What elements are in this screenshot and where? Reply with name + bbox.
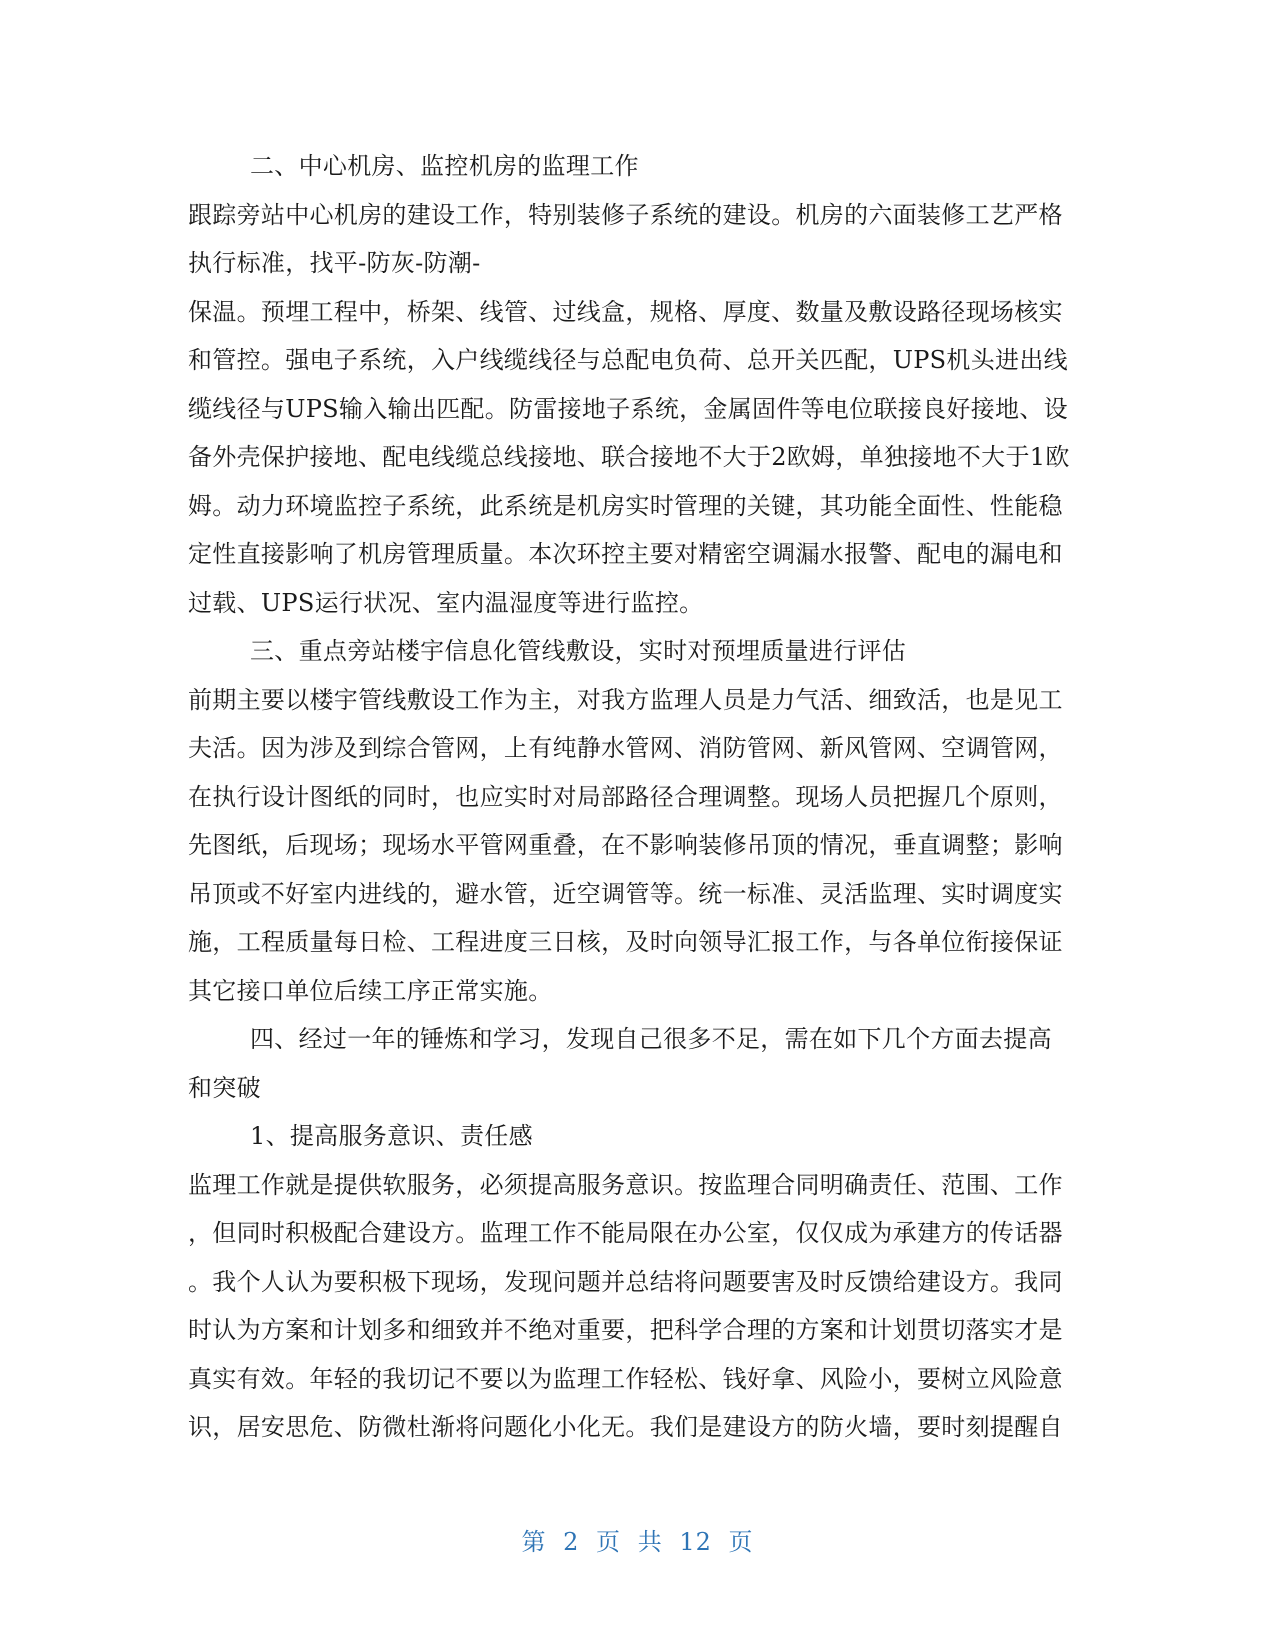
text-line: 二、中心机房、监控机房的监理工作 [250, 152, 639, 180]
text-line: 跟踪旁站中心机房的建设工作，特别装修子系统的建设。机房的六面装修工艺严格 [188, 200, 1063, 229]
text-line: 缆线径与UPS输入输出匹配。防雷接地子系统，金属固件等电位联接良好接地、设 [188, 394, 1068, 423]
text-line: 姆。动力环境监控子系统，此系统是机房实时管理的关键，其功能全面性、性能稳 [188, 491, 1063, 520]
text-line: 和突破 [188, 1073, 261, 1102]
text-line: 三、重点旁站楼宇信息化管线敷设，实时对预埋质量进行评估 [250, 637, 907, 665]
text-line: 先图纸，后现场；现场水平管网重叠，在不影响装修吊顶的情况，垂直调整；影响 [188, 831, 1063, 859]
footer-page-number: 2 [563, 1528, 580, 1556]
text-line: 施，工程质量每日检、工程进度三日核，及时向领导汇报工作，与各单位衔接保证 [188, 928, 1063, 956]
text-line: 执行标准，找平-防灰-防潮- [188, 249, 481, 277]
text-line: 监理工作就是提供软服务，必须提高服务意识。按监理合同明确责任、范围、工作 [188, 1170, 1063, 1199]
text-line: 时认为方案和计划多和细致并不绝对重要，把科学合理的方案和计划贯切落实才是 [188, 1316, 1063, 1344]
text-line: 四、经过一年的锤炼和学习，发现自己很多不足，需在如下几个方面去提高 [250, 1025, 1052, 1053]
text-line: 前期主要以楼宇管线敷设工作为主，对我方监理人员是力气活、细致活，也是见工 [188, 685, 1063, 714]
text-line: 过载、UPS运行状况、室内温湿度等进行监控。 [188, 588, 704, 617]
text-line: 定性直接影响了机房管理质量。本次环控主要对精密空调漏水报警、配电的漏电和 [188, 540, 1063, 568]
footer-suffix: 页 [728, 1528, 754, 1556]
text-line: 吊顶或不好室内进线的，避水管，近空调管等。统一标准、灵活监理、实时调度实 [188, 879, 1063, 908]
text-line: 保温。预埋工程中，桥架、线管、过线盒，规格、厚度、数量及敷设路径现场核实 [188, 297, 1063, 326]
text-line: ，但同时积极配合建设方。监理工作不能局限在办公室，仅仅成为承建方的传话器 [188, 1219, 1063, 1247]
text-line: 。我个人认为要积极下现场，发现问题并总结将问题要害及时反馈给建设方。我同 [188, 1267, 1063, 1296]
footer-total-pages: 12 [679, 1528, 712, 1556]
footer-prefix: 第 [521, 1528, 547, 1556]
text-line: 备外壳保护接地、配电线缆总线接地、联合接地不大于2欧姆，单独接地不大于1欧 [188, 443, 1070, 471]
text-line: 其它接口单位后续工序正常实施。 [188, 976, 553, 1005]
page-footer [0, 1522, 1275, 1557]
text-line: 和管控。强电子系统，入户线缆线径与总配电负荷、总开关匹配，UPS机头进出线 [188, 346, 1068, 374]
text-line: 在执行设计图纸的同时，也应实时对局部路径合理调整。现场人员把握几个原则， [188, 782, 1063, 811]
text-line: 真实有效。年轻的我切记不要以为监理工作轻松、钱好拿、风险小，要树立风险意 [188, 1364, 1063, 1393]
footer-total-prefix: 共 [637, 1528, 663, 1556]
text-line: 1、提高服务意识、责任感 [250, 1122, 533, 1150]
footer-middle: 页 [596, 1528, 622, 1556]
text-line: 夫活。因为涉及到综合管网，上有纯静水管网、消防管网、新风管网、空调管网， [188, 734, 1063, 762]
document-body [188, 142, 1083, 1452]
text-line: 识，居安思危、防微杜渐将问题化小化无。我们是建设方的防火墙，要时刻提醒自 [188, 1413, 1063, 1441]
